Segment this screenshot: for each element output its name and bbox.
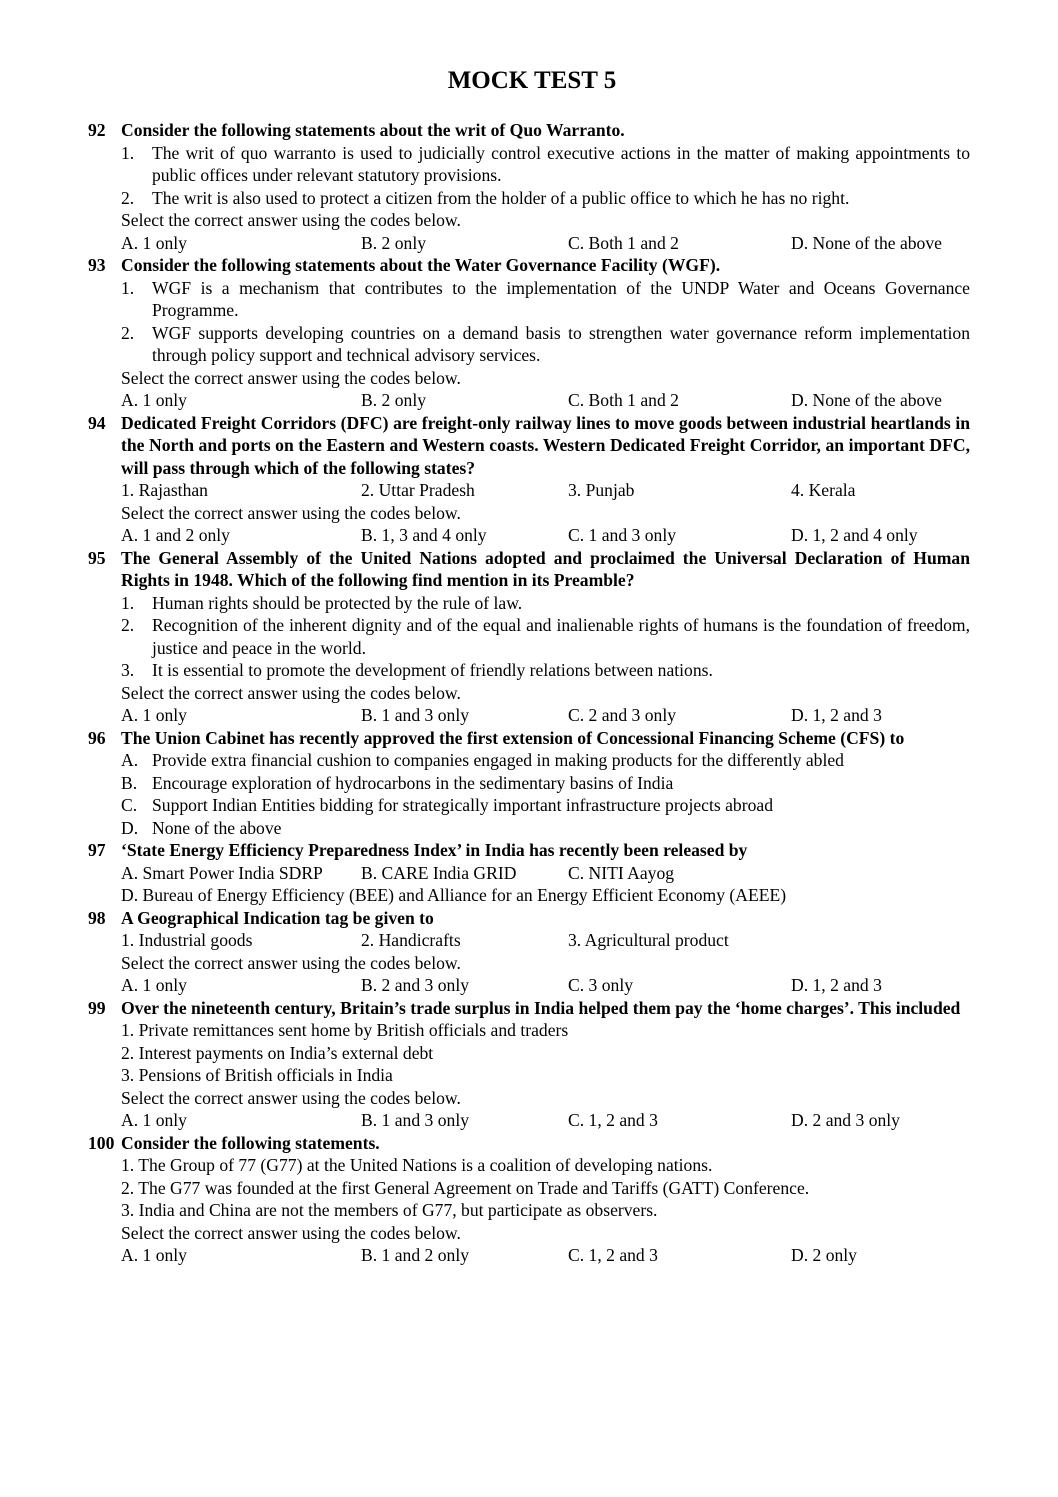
- option-d: D. None of the above: [791, 390, 942, 410]
- question-list: [88, 119, 970, 1267]
- option-c: C. 1, 2 and 3: [568, 1110, 658, 1130]
- statement: 2. Recognition of the inherent dignity and of the equal and inalienable rights of humans is the foundation of freedom, justice and peace in the world.: [121, 615, 970, 658]
- question-number: 94: [88, 412, 106, 433]
- question-99: [88, 997, 970, 1132]
- item: 4. Kerala: [791, 480, 856, 500]
- select-instruction: Select the correct answer using the codes below.: [121, 1222, 461, 1243]
- option-b: B. 1 and 3 only: [361, 705, 470, 725]
- question-96: [88, 727, 970, 840]
- question-number: 96: [88, 727, 106, 748]
- question-100: [88, 1132, 970, 1267]
- statement: 1. Private remittances sent home by British officials and traders: [121, 1020, 569, 1040]
- answer-options: [121, 974, 970, 997]
- option-b: B. 2 only: [361, 390, 427, 410]
- answer-options: [121, 232, 970, 255]
- answer-options: [121, 1109, 970, 1132]
- statement: 2. Interest payments on India’s external debt: [121, 1042, 434, 1063]
- option-d: D. 2 and 3 only: [791, 1110, 900, 1130]
- select-instruction: Select the correct answer using the codes below.: [121, 952, 461, 973]
- option-c: C. 1 and 3 only: [568, 525, 677, 545]
- option-d: D. 2 only: [791, 1245, 857, 1265]
- statement: 3. It is essential to promote the development of friendly relations between nations.: [121, 660, 713, 680]
- item-list: [121, 929, 970, 952]
- question-text: ‘State Energy Efficiency Preparedness Index’ in India has recently been released by: [121, 840, 748, 860]
- option-b: B. 2 only: [361, 232, 427, 253]
- question-93: [88, 254, 970, 412]
- option-b: B. Encourage exploration of hydrocarbons in the sedimentary basins of India: [121, 772, 674, 793]
- question-92: [88, 119, 970, 254]
- option-d: D. None of the above: [121, 817, 282, 838]
- select-instruction: Select the correct answer using the codes below.: [121, 682, 461, 703]
- answer-options: [121, 704, 970, 727]
- item-list: [121, 479, 970, 502]
- option-c: C. Both 1 and 2: [568, 390, 679, 410]
- question-text: Consider the following statements about the writ of Quo Warranto.: [121, 120, 625, 140]
- option-a: A. 1 and 2 only: [121, 525, 230, 545]
- item: 2. Handicrafts: [361, 930, 461, 950]
- statement: 2. The G77 was founded at the first General Agreement on Trade and Tariffs (GATT) Conference.: [121, 1177, 810, 1198]
- question-text: Consider the following statements about the Water Governance Facility (WGF).: [121, 255, 721, 275]
- option-c: C. NITI Aayog: [568, 862, 675, 883]
- option-c: C. Support Indian Entities bidding for strategically important infrastructure projects abroad: [121, 795, 773, 815]
- option-a: A. 1 only: [121, 390, 187, 410]
- select-instruction: Select the correct answer using the codes below.: [121, 502, 461, 523]
- statement: 2. The writ is also used to protect a citizen from the holder of a public office to which he has no right.: [121, 187, 850, 208]
- question-number: 93: [88, 255, 106, 275]
- option-d: D. Bureau of Energy Efficiency (BEE) and Alliance for an Energy Efficient Economy (AEEE): [121, 885, 787, 905]
- item: 1. Industrial goods: [121, 930, 253, 950]
- question-number: 99: [88, 997, 106, 1018]
- item: 2. Uttar Pradesh: [361, 480, 475, 500]
- option-d: D. 1, 2 and 3: [791, 705, 882, 725]
- page-title: MOCK TEST 5: [447, 67, 617, 94]
- question-number: 98: [88, 907, 106, 928]
- select-instruction: Select the correct answer using the codes below.: [121, 210, 461, 230]
- option-a: A. 1 only: [121, 705, 187, 725]
- question-text: A Geographical Indication tag be given to: [121, 907, 434, 928]
- option-b: B. 2 and 3 only: [361, 975, 470, 995]
- question-text: The Union Cabinet has recently approved the first extension of Concessional Financing Scheme (CFS) to: [121, 727, 905, 748]
- option-b: B. CARE India GRID: [361, 862, 517, 883]
- option-c: C. 2 and 3 only: [568, 705, 677, 725]
- option-a: A. Smart Power India SDRP: [121, 862, 323, 883]
- option-b: B. 1, 3 and 4 only: [361, 525, 487, 545]
- statement: 3. India and China are not the members of G77, but participate as observers.: [121, 1200, 658, 1220]
- item: 3. Agricultural product: [568, 930, 729, 950]
- option-c: C. Both 1 and 2: [568, 232, 679, 253]
- question-97: [88, 839, 970, 907]
- item: 3. Punjab: [568, 480, 635, 500]
- option-d: D. 1, 2 and 3: [791, 975, 882, 995]
- question-number: 95: [88, 547, 106, 568]
- question-text: Consider the following statements.: [121, 1132, 380, 1153]
- statement: 1. The Group of 77 (G77) at the United Nations is a coalition of developing nations.: [121, 1155, 713, 1175]
- select-instruction: Select the correct answer using the codes below.: [121, 367, 461, 388]
- option-a: A. 1 only: [121, 1245, 187, 1265]
- statement: 1. The writ of quo warranto is used to judicially control executive actions in the matter of making appointments to public offices under relevant statutory provisions.: [121, 142, 970, 185]
- statement: 3. Pensions of British officials in India: [121, 1065, 393, 1085]
- question-text: Dedicated Freight Corridors (DFC) are freight-only railway lines to move goods between industrial heartlands in the North and ports on the Eastern and Western coasts. Western Dedicated Freight Corridor, an important DFC, will pass through which of the following states?: [121, 412, 970, 478]
- option-a: A. Provide extra financial cushion to companies engaged in making products for the differently abled: [121, 750, 844, 770]
- statement: 1. Human rights should be protected by the rule of law.: [121, 592, 523, 613]
- option-d: D. 1, 2 and 4 only: [791, 525, 918, 545]
- option-b: B. 1 and 3 only: [361, 1110, 470, 1130]
- option-c: C. 3 only: [568, 975, 634, 995]
- answer-options: [121, 862, 970, 885]
- question-98: [88, 907, 970, 997]
- question-95: [88, 547, 970, 727]
- question-text: Over the nineteenth century, Britain’s trade surplus in India helped them pay the ‘home charges’. This included: [121, 997, 961, 1018]
- option-a: A. 1 only: [121, 975, 187, 995]
- answer-options: [121, 524, 970, 547]
- option-d: D. None of the above: [791, 232, 942, 253]
- option-a: A. 1 only: [121, 1110, 187, 1130]
- option-c: C. 1, 2 and 3: [568, 1245, 658, 1265]
- question-number: 97: [88, 840, 106, 860]
- item: 1. Rajasthan: [121, 480, 208, 500]
- question-number: 100: [88, 1132, 115, 1153]
- question-text: The General Assembly of the United Nations adopted and proclaimed the Universal Declaration of Human Rights in 1948. Which of the following find mention in its Preamble?: [121, 547, 970, 590]
- question-94: [88, 412, 970, 547]
- select-instruction: Select the correct answer using the codes below.: [121, 1087, 461, 1108]
- answer-options: [121, 389, 970, 412]
- answer-options: [121, 1244, 970, 1267]
- statement: 1. WGF is a mechanism that contributes to the implementation of the UNDP Water and Oceans Governance Programme.: [121, 277, 970, 320]
- option-a: A. 1 only: [121, 232, 187, 253]
- option-b: B. 1 and 2 only: [361, 1245, 470, 1265]
- statement: 2. WGF supports developing countries on a demand basis to strengthen water governance reform implementation through policy support and technical advisory services.: [121, 322, 970, 365]
- question-number: 92: [88, 120, 106, 140]
